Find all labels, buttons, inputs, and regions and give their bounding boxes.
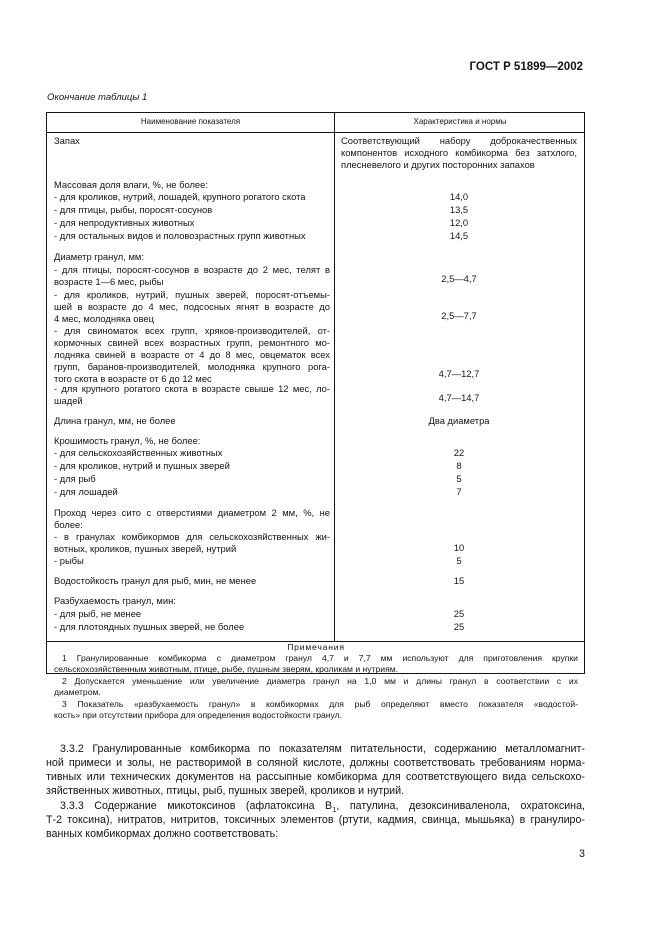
diameter-row-value: 4,7—14,7 <box>438 392 480 403</box>
moisture-row-value: 12,0 <box>449 217 469 228</box>
paragraph-332-line: тивных или технических документов на рассыпные комбикорма для соответствующего вида сельскохо- <box>46 771 585 783</box>
diameter-row-label: групп, баранов-производителей, молодняка крупного рога- <box>54 361 330 372</box>
diameter-row-label: - для крупного рогатого скота в возрасте свыше 12 мес, ло- <box>54 383 330 394</box>
page-number: 3 <box>579 848 585 860</box>
paragraph-333-text: , патулина, дезоксиниваленола, охратоксина, <box>336 800 586 812</box>
header-divider <box>47 132 584 133</box>
subscript-one: 1 <box>332 805 337 815</box>
note-line: 1 Гранулированные комбикорма с диаметром гранул 4,7 и 7,7 мм используют для приготовления крупки <box>62 653 578 663</box>
crumbliness-row-label: - для кроликов, нутрий и пушных зверей <box>54 460 230 471</box>
diameter-row-value: 2,5—4,7 <box>441 273 477 284</box>
length-label: Длина гранул, мм, не более <box>54 415 176 426</box>
water-resistance-value: 15 <box>453 575 465 586</box>
sieve-fish-label: - рыбы <box>54 555 84 566</box>
paragraph-332-line: зяйственных животных, птицы, рыб, пушных зверей, кроликов и нутрий. <box>46 785 405 797</box>
diameter-row-label: шадей <box>54 395 83 406</box>
crumbliness-row-label: - для сельскохозяйственных животных <box>54 447 223 458</box>
swelling-title: Разбухаемость гранул, мин: <box>54 595 176 606</box>
diameter-row-label: - для кроликов, нутрий, пушных зверей, поросят-отъемы- <box>54 289 330 300</box>
smell-label: Запах <box>54 135 80 146</box>
paragraph-333-line: Т-2 токсина), нитратов, нитритов, токсичных элементов (ртути, кадмия, свинца, мышьяка) в гранулиро- <box>46 814 585 826</box>
crumbliness-row-label: - для рыб <box>54 473 96 484</box>
moisture-row-label: - для непродуктивных животных <box>54 217 195 228</box>
moisture-row-label: - для кроликов, нутрий, лошадей, крупного рогатого скота <box>54 191 306 202</box>
notes-heading: Примечания <box>287 642 345 652</box>
diameter-row-label: лодняка свиней в возрасте от 4 до 8 мес, овцематок всех <box>54 349 330 360</box>
sieve-title: более: <box>54 519 83 530</box>
swelling-row-label: - для рыб, не менее <box>54 608 142 619</box>
swelling-row-label: - для плотоядных пушных зверей, не более <box>54 621 245 632</box>
diameter-row-label: кормочных свиней всех возрастных групп, ремонтного мо- <box>54 337 330 348</box>
sieve-row-value: 10 <box>453 542 465 553</box>
note-line: кость» при отсутствии прибора для определения водостойкости гранул. <box>54 710 343 720</box>
smell-value-line: плесневелого и других посторонних запахов <box>341 159 535 170</box>
moisture-row-label: - для птицы, рыбы, поросят-сосунов <box>54 204 213 215</box>
diameter-row-value: 2,5—7,7 <box>441 310 477 321</box>
column-divider <box>334 113 335 641</box>
crumbliness-row-value: 7 <box>456 486 462 497</box>
diameter-row-label: 4 мес, молодняка овец <box>54 313 154 324</box>
diameter-row-label: шей в возрасте до 4 мес, подсосных ягнят в возрасте до <box>54 301 330 312</box>
moisture-row-value: 14,5 <box>449 230 469 241</box>
water-resistance-label: Водостойкость гранул для рыб, мин, не менее <box>54 575 257 586</box>
document-number: ГОСТ Р 51899—2002 <box>469 61 583 73</box>
sieve-row-label: - в гранулах комбикормов для сельскохозяйственных жи- <box>54 531 330 542</box>
diameter-row-label: того скота в возрасте от 6 до 12 мес <box>54 373 212 384</box>
moisture-title: Массовая доля влаги, %, не более: <box>54 179 208 190</box>
swelling-row-value: 25 <box>453 608 465 619</box>
crumbliness-title: Крошимость гранул, %, не более: <box>54 435 201 446</box>
paragraph-333-text: 3.3.3 Содержание микотоксинов (афлатоксина B <box>60 800 333 812</box>
sieve-fish-value: 5 <box>456 555 462 566</box>
diameter-row-label: возрасте 1—6 мес, рыбы <box>54 276 164 287</box>
crumbliness-row-value: 22 <box>453 447 465 458</box>
table-caption: Окончание таблицы 1 <box>47 92 148 103</box>
column-header-indicator: Наименование показателя <box>140 117 241 126</box>
moisture-row-value: 14,0 <box>449 191 469 202</box>
moisture-row-label: - для остальных видов и половозрастных групп животных <box>54 230 306 241</box>
diameter-row-label: - для свиноматок всех групп, хряков-производителей, от- <box>54 325 330 336</box>
paragraph-333-line: ванных комбикормах должно соответствовать: <box>46 828 279 840</box>
diameter-row-value: 4,7—12,7 <box>438 368 480 379</box>
swelling-row-value: 25 <box>453 621 465 632</box>
paragraph-332-line: ной примеси и золы, не растворимой в соляной кислоте, должны соответствовать требованиям норма- <box>46 757 585 769</box>
crumbliness-row-value: 8 <box>456 460 462 471</box>
note-line: 3 Показатель «разбухаемость гранул» в комбикормах для рыб определяют вместо показателя «водостой- <box>62 699 578 709</box>
moisture-row-value: 13,5 <box>449 204 469 215</box>
crumbliness-row-label: - для лошадей <box>54 486 118 497</box>
diameter-row-label: - для птицы, поросят-сосунов в возрасте до 2 мес, телят в <box>54 264 330 275</box>
note-line: сельскохозяйственным животным, птице, рыбе, пушным зверям, кроликам и нутриям. <box>54 664 399 674</box>
smell-value-line: Соответствующий набору доброкачественных <box>341 135 577 146</box>
crumbliness-row-value: 5 <box>456 473 462 484</box>
note-line: 2 Допускается уменьшение или увеличение диаметра гранул на 1,0 мм и длины гранул в соответствии с их <box>62 676 578 686</box>
length-value: Два диаметра <box>428 415 490 426</box>
smell-value-line: компонентов исходного комбикорма без затхлого, <box>341 147 577 158</box>
paragraph-332-line: 3.3.2 Гранулированные комбикорма по показателям питательности, содержанию металломагнит- <box>60 743 585 755</box>
note-line: диаметром. <box>54 687 101 697</box>
column-header-norms: Характеристика и нормы <box>413 117 507 126</box>
sieve-row-label: вотных, кроликов, пушных зверей, нутрий <box>54 543 237 554</box>
sieve-title: Проход через сито с отверстиями диаметром 2 мм, %, не <box>54 507 330 518</box>
diameter-title: Диаметр гранул, мм: <box>54 251 144 262</box>
